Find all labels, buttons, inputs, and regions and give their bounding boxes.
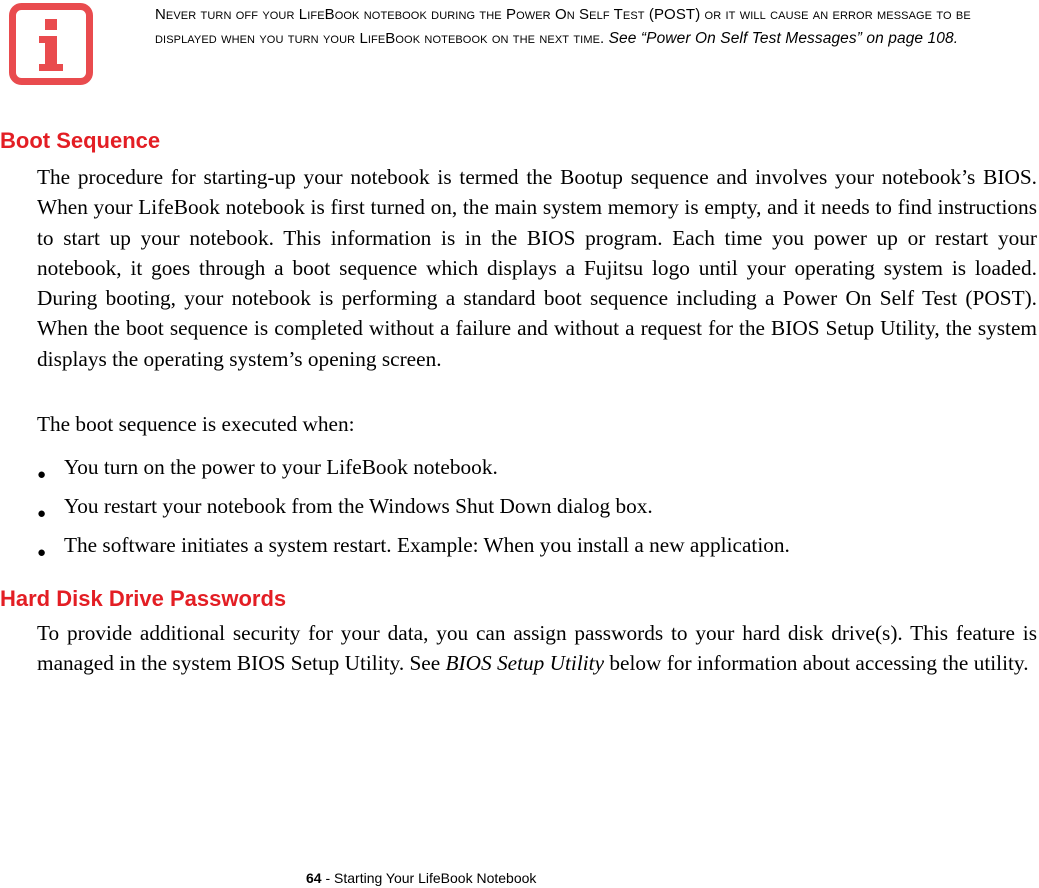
footer-title: Starting Your LifeBook Notebook <box>334 870 537 886</box>
boot-sequence-paragraph: The procedure for starting-up your notebook is termed the Bootup sequence and involves your notebook’s BIOS. When your LifeBook notebook is first turned on, the main system memory is empty, and it needs to find instructions to start up your notebook. This information is in the BIOS program. Each time you power up or restart your notebook, it goes through a boot sequence which displays a Fujitsu logo until your operating system is loaded. During booting, your notebook is performing a standard boot sequence including a Power On Self Test (POST). When the boot sequence is completed without a failure and without a request for the BIOS Setup Utility, the system displays the operating system’s opening screen. <box>37 165 1037 371</box>
boot-sequence-heading: Boot Sequence <box>0 128 161 153</box>
page-number: 64 <box>306 870 322 886</box>
info-icon <box>9 3 93 85</box>
bullet-icon: ● <box>37 545 47 561</box>
bios-setup-utility-reference: BIOS Setup Utility <box>445 651 605 676</box>
bullet-item <box>37 491 1037 530</box>
hdd-text-before: To provide additional security for your data, you can assign passwords to your hard disk drive(s). This feature is managed in the system BIOS Setup Utility. See <box>37 621 1037 676</box>
bullet-icon: ● <box>37 506 47 522</box>
notice-caps-text: Never turn off your LifeBook notebook during the Power On Self Test (POST) or it will cause an error message to be displayed when you turn your LifeBook notebook on the next time. <box>155 6 971 47</box>
bullet-text: The software initiates a system restart. Example: When you install a new application. <box>64 533 790 557</box>
bullet-text: You restart your notebook from the Windows Shut Down dialog box. <box>64 494 653 518</box>
footer-separator: - <box>321 870 335 886</box>
bullet-item <box>37 530 1037 569</box>
page-footer <box>306 869 536 887</box>
boot-sequence-bullet-list <box>37 452 1037 569</box>
notice-cross-reference: See “Power On Self Test Messages” on page 108. <box>608 30 959 47</box>
boot-sequence-executed-when: The boot sequence is executed when: <box>37 412 355 436</box>
hdd-text-after: below for information about accessing the utility. <box>604 651 1029 676</box>
bullet-text: You turn on the power to your LifeBook notebook. <box>64 455 498 479</box>
bullet-item <box>37 452 1037 491</box>
hdd-passwords-paragraph <box>37 618 1037 679</box>
hdd-passwords-heading: Hard Disk Drive Passwords <box>0 586 287 611</box>
bullet-icon: ● <box>37 467 47 483</box>
notice-text <box>155 3 1035 51</box>
